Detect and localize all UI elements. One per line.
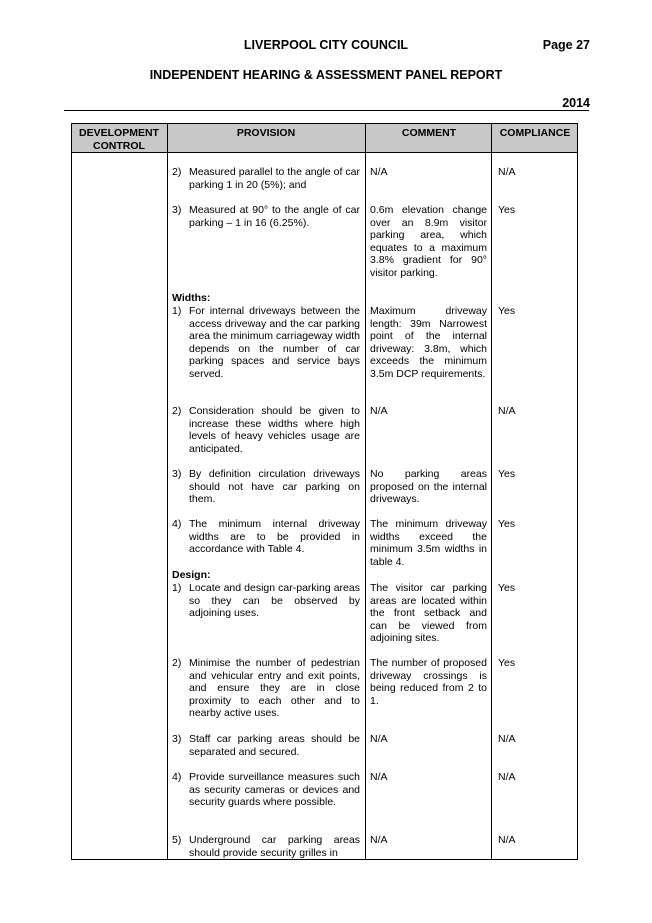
item-number: 5) <box>172 834 182 846</box>
compliance-value: N/A <box>498 733 516 745</box>
col-header-comment: COMMENT <box>401 127 457 139</box>
comment-text: N/A <box>370 405 388 417</box>
comment-text: The minimum driveway widths exceed the minimum 3.5m widths in table 4. <box>370 518 487 568</box>
compliance-value: N/A <box>498 405 516 417</box>
column-divider <box>365 124 366 859</box>
item-number: 2) <box>172 657 182 669</box>
comment-text: N/A <box>370 834 388 846</box>
comment-text: No parking areas proposed on the internal driveways. <box>370 468 487 505</box>
page-header-title: LIVERPOOL CITY COUNCIL <box>243 38 409 52</box>
comment-text: The visitor car parking areas are located within the front setback and can be viewed from adjoining sites. <box>370 582 487 644</box>
page-number: Page 27 <box>542 38 590 52</box>
item-number: 2) <box>172 405 182 417</box>
col-header-compliance: COMPLIANCE <box>499 127 571 139</box>
compliance-value: Yes <box>498 305 516 317</box>
item-number: 1) <box>172 582 182 594</box>
provision-text: Measured at 90° to the angle of car parking – 1 in 16 (6.25%). <box>189 204 360 229</box>
report-year: 2014 <box>562 96 590 110</box>
comment-text: 0.6m elevation change over an 8.9m visitor parking area, which equates to a maximum 3.8% gradient for 90° visitor parking. <box>370 204 487 279</box>
provision-text: Provide surveillance measures such as security cameras or devices and security guards where possible. <box>189 771 360 808</box>
col-header-provision: PROVISION <box>236 127 296 139</box>
item-number: 4) <box>172 771 182 783</box>
compliance-value: N/A <box>498 166 516 178</box>
item-number: 3) <box>172 733 182 745</box>
provision-text: For internal driveways between the access driveway and the car parking area the minimum carriageway width depends on the number of car parking spaces and service bays served. <box>189 305 360 380</box>
assessment-table <box>71 123 578 860</box>
provision-text: Consideration should be given to increase these widths where high levels of heavy vehicles usage are anticipated. <box>189 405 360 455</box>
comment-text: N/A <box>370 166 388 178</box>
compliance-value: Yes <box>498 657 516 669</box>
report-title: INDEPENDENT HEARING & ASSESSMENT PANEL REPORT <box>149 68 503 82</box>
item-number: 2) <box>172 166 182 178</box>
comment-text: Maximum driveway length: 39m Narrowest point of the internal driveway: 3.8m, which exceeds the minimum 3.5m DCP requirements. <box>370 305 487 380</box>
compliance-value: Yes <box>498 582 516 594</box>
item-number: 1) <box>172 305 182 317</box>
provision-text: By definition circulation driveways should not have car parking on them. <box>189 468 360 505</box>
provision-text: Underground car parking areas should provide security grilles in <box>189 834 360 859</box>
provision-text: The minimum internal driveway widths are to be provided in accordance with Table 4. <box>189 518 360 555</box>
compliance-value: N/A <box>498 834 516 846</box>
header-rule <box>64 110 589 111</box>
compliance-value: N/A <box>498 771 516 783</box>
provision-text: Measured parallel to the angle of car parking 1 in 20 (5%); and <box>189 166 360 191</box>
compliance-value: Yes <box>498 204 516 216</box>
provision-text: Staff car parking areas should be separated and secured. <box>189 733 360 758</box>
col-header-development-control: DEVELOPMENT CONTROL <box>79 127 159 152</box>
column-divider <box>167 124 168 859</box>
provision-text: Minimise the number of pedestrian and vehicular entry and exit points, and ensure they are in close proximity to each other and to nearby active uses. <box>189 657 360 719</box>
item-number: 3) <box>172 204 182 216</box>
section-heading-design: Design: <box>172 569 211 581</box>
compliance-value: Yes <box>498 518 516 530</box>
provision-text: Locate and design car-parking areas so they can be observed by adjoining uses. <box>189 582 360 619</box>
column-divider <box>491 124 492 859</box>
section-heading-widths: Widths: <box>172 292 211 304</box>
comment-text: The number of proposed driveway crossings is being reduced from 2 to 1. <box>370 657 487 707</box>
comment-text: N/A <box>370 771 388 783</box>
item-number: 4) <box>172 518 182 530</box>
comment-text: N/A <box>370 733 388 745</box>
item-number: 3) <box>172 468 182 480</box>
table-header <box>72 124 577 153</box>
compliance-value: Yes <box>498 468 516 480</box>
